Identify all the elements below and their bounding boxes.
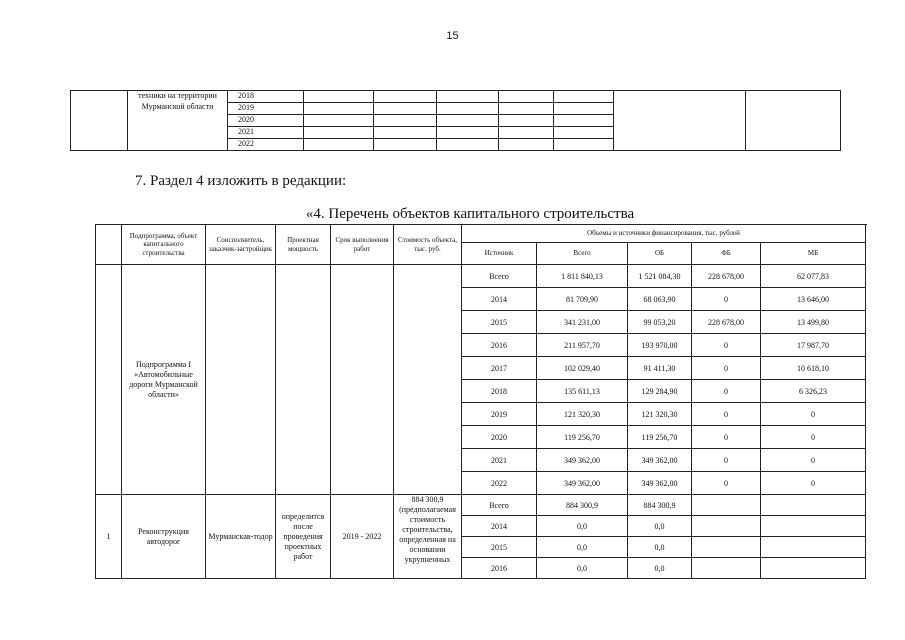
top-empty-cell (374, 127, 437, 139)
ob-cell: 349 362,00 (628, 449, 692, 472)
top-empty-cell (499, 91, 554, 103)
top-empty-cell (437, 115, 499, 127)
fb-cell: 0 (692, 288, 761, 311)
mb-cell: 13 499,80 (761, 311, 866, 334)
top-empty-cell (437, 103, 499, 115)
total-cell: 121 320,30 (537, 403, 628, 426)
ob-cell: 119 256,70 (628, 426, 692, 449)
row-number-cell (96, 265, 122, 495)
empty-cell (331, 265, 394, 495)
empty-cell (394, 265, 462, 495)
top-empty-cell (554, 139, 614, 151)
source-cell: 2015 (462, 537, 537, 558)
fb-cell: 0 (692, 449, 761, 472)
top-empty-cell (437, 139, 499, 151)
top-empty-cell (554, 91, 614, 103)
object-deadline: 2019 - 2022 (331, 495, 394, 579)
ob-cell: 0,0 (628, 558, 692, 579)
total-cell: 0,0 (537, 558, 628, 579)
mb-cell: 62 077,83 (761, 265, 866, 288)
top-year-cell: 2018 (228, 91, 304, 103)
mb-cell (761, 537, 866, 558)
mb-cell: 17 987,70 (761, 334, 866, 357)
mb-cell (761, 558, 866, 579)
empty-cell (206, 265, 276, 495)
source-cell: 2014 (462, 288, 537, 311)
ob-cell: 349 362,00 (628, 472, 692, 495)
total-cell: 884 300,9 (537, 495, 628, 516)
top-empty-cell (437, 127, 499, 139)
header-executor: Соисполнитель, заказчик-застройщик (206, 225, 276, 265)
source-cell: 2014 (462, 516, 537, 537)
header-fb: ФБ (692, 243, 761, 265)
top-empty-cell (499, 139, 554, 151)
source-cell: 2022 (462, 472, 537, 495)
mb-cell: 0 (761, 403, 866, 426)
top-empty-cell (304, 103, 374, 115)
total-cell: 102 029,40 (537, 357, 628, 380)
ob-cell: 121 320,30 (628, 403, 692, 426)
top-empty-cell (499, 103, 554, 115)
ob-cell: 129 284,90 (628, 380, 692, 403)
total-cell: 135 611,13 (537, 380, 628, 403)
fb-cell (692, 558, 761, 579)
object-name: Реконструкция автодорог (122, 495, 206, 579)
top-empty-cell (304, 115, 374, 127)
ob-cell: 68 063,90 (628, 288, 692, 311)
top-empty-cell (374, 115, 437, 127)
total-cell: 349 362,00 (537, 472, 628, 495)
fb-cell: 0 (692, 426, 761, 449)
page-number: 15 (446, 30, 459, 42)
object-executor: Мурманскав-тодор (206, 495, 276, 579)
top-empty-cell (304, 139, 374, 151)
object-capacity: определится после проведения проектных работ (276, 495, 331, 579)
top-empty-cell (614, 91, 746, 151)
total-cell: 211 957,70 (537, 334, 628, 357)
fb-cell: 228 678,00 (692, 265, 761, 288)
mb-cell: 0 (761, 472, 866, 495)
section-heading: 7. Раздел 4 изложить в редакции: (135, 173, 347, 189)
top-empty-cell (374, 91, 437, 103)
mb-cell: 13 646,00 (761, 288, 866, 311)
mb-cell: 6 326,23 (761, 380, 866, 403)
fb-cell (692, 516, 761, 537)
fb-cell: 0 (692, 357, 761, 380)
header-ob: ОБ (628, 243, 692, 265)
ob-cell: 0,0 (628, 516, 692, 537)
fb-cell: 0 (692, 403, 761, 426)
total-cell: 0,0 (537, 537, 628, 558)
top-empty-cell (304, 127, 374, 139)
fb-cell (692, 537, 761, 558)
top-subject-cell: техники на территории Мурманской области (128, 91, 228, 151)
total-cell: 0,0 (537, 516, 628, 537)
header-total: Всего (537, 243, 628, 265)
ob-cell: 193 970,00 (628, 334, 692, 357)
continued-table (70, 90, 841, 151)
header-source: Источник (462, 243, 537, 265)
source-cell: 2017 (462, 357, 537, 380)
mb-cell: 0 (761, 449, 866, 472)
top-empty-cell (554, 115, 614, 127)
top-empty-cell (71, 91, 128, 151)
fb-cell: 0 (692, 472, 761, 495)
fb-cell: 0 (692, 380, 761, 403)
object-cost: 884 300,9 (предполагаемая стоимость строительства, определенная на основании укрупненных (394, 495, 462, 579)
top-table-row (71, 91, 841, 103)
ob-cell: 91 411,30 (628, 357, 692, 380)
source-cell: 2015 (462, 311, 537, 334)
source-cell: Всего (462, 495, 537, 516)
source-cell: 2021 (462, 449, 537, 472)
source-cell: 2020 (462, 426, 537, 449)
ob-cell: 884 300,9 (628, 495, 692, 516)
mb-cell: 10 618,10 (761, 357, 866, 380)
top-empty-cell (499, 115, 554, 127)
header-empty (96, 225, 122, 265)
top-year-cell: 2022 (228, 139, 304, 151)
header-cost: Стоимость объекта, тыс. руб. (394, 225, 462, 265)
top-empty-cell (374, 103, 437, 115)
top-empty-cell (746, 91, 841, 151)
total-cell: 119 256,70 (537, 426, 628, 449)
fb-cell: 228 678,00 (692, 311, 761, 334)
object-row (96, 495, 866, 516)
header-program: Подпрограмма, объект капитального строительства (122, 225, 206, 265)
source-cell: 2018 (462, 380, 537, 403)
ob-cell: 1 521 084,30 (628, 265, 692, 288)
fb-cell (692, 495, 761, 516)
total-cell: 341 231,00 (537, 311, 628, 334)
subprogram-name: Подпрограмма I «Автомобильные дороги Мурманской области» (122, 265, 206, 495)
top-empty-cell (437, 91, 499, 103)
top-empty-cell (304, 91, 374, 103)
source-cell: Всего (462, 265, 537, 288)
mb-cell (761, 495, 866, 516)
top-year-cell: 2021 (228, 127, 304, 139)
table-title: «4. Перечень объектов капитального строительства (305, 206, 635, 222)
top-empty-cell (554, 127, 614, 139)
top-empty-cell (554, 103, 614, 115)
top-year-cell: 2019 (228, 103, 304, 115)
header-deadline: Срок выполнения работ (331, 225, 394, 265)
source-cell: 2016 (462, 558, 537, 579)
empty-cell (276, 265, 331, 495)
source-cell: 2019 (462, 403, 537, 426)
mb-cell: 0 (761, 426, 866, 449)
total-cell: 1 811 840,13 (537, 265, 628, 288)
fb-cell: 0 (692, 334, 761, 357)
total-cell: 349 362,00 (537, 449, 628, 472)
subprogram-row (96, 265, 866, 288)
top-empty-cell (374, 139, 437, 151)
top-year-cell: 2020 (228, 115, 304, 127)
mb-cell (761, 516, 866, 537)
total-cell: 81 709,90 (537, 288, 628, 311)
ob-cell: 99 053,20 (628, 311, 692, 334)
header-mb: МБ (761, 243, 866, 265)
header-capacity: Проектная мощность (276, 225, 331, 265)
ob-cell: 0,0 (628, 537, 692, 558)
header-financing: Объемы и источники финансирования, тыс. рублей (462, 225, 866, 243)
top-empty-cell (499, 127, 554, 139)
capital-objects-table (95, 224, 866, 579)
object-number: 1 (96, 495, 122, 579)
source-cell: 2016 (462, 334, 537, 357)
